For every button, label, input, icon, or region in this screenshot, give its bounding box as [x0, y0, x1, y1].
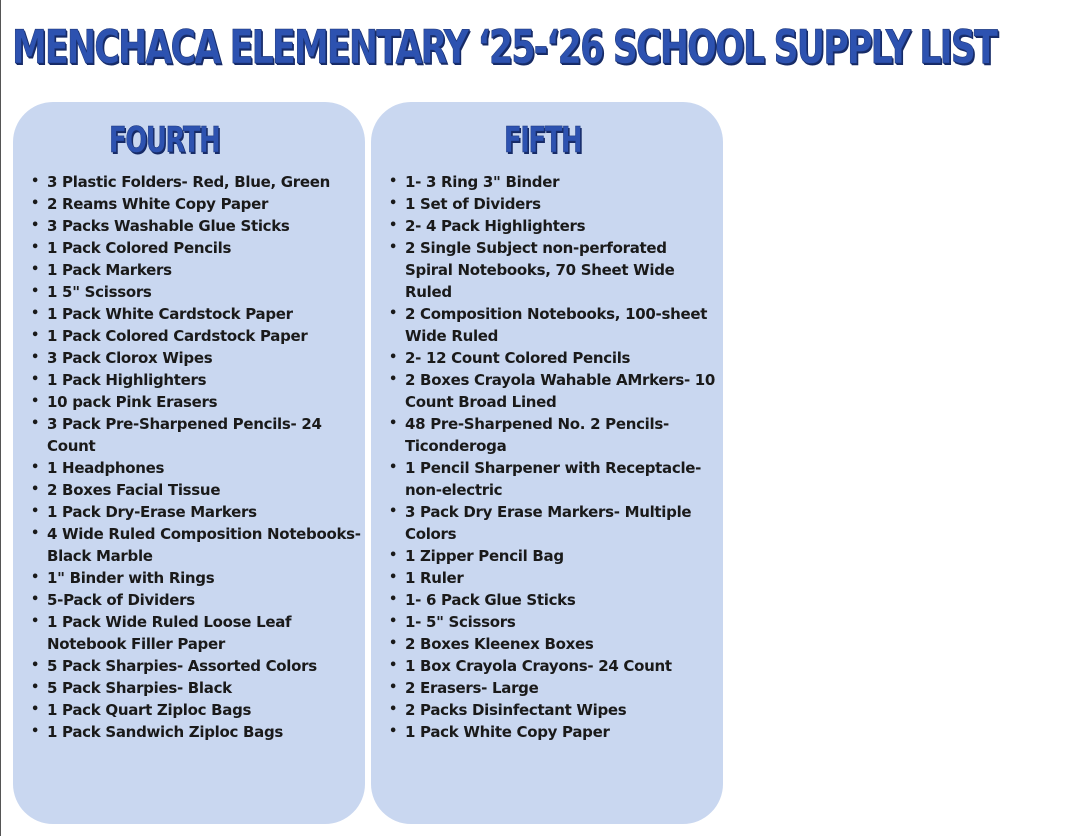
list-item: • 1 Pack Sandwich Ziploc Bags	[31, 721, 361, 743]
list-item: • 1 Headphones	[31, 457, 361, 479]
list-item: • 1 Pencil Sharpener with Receptacle- non-electric	[389, 457, 719, 501]
list-item: • 1 Pack Highlighters	[31, 369, 361, 391]
list-item: • 1- 3 Ring 3" Binder	[389, 171, 719, 193]
list-item: • 2 Packs Disinfectant Wipes	[389, 699, 719, 721]
list-item: • 1 Pack White Copy Paper	[389, 721, 719, 743]
list-item: • 1 Pack Wide Ruled Loose Leaf Notebook Filler Paper	[31, 611, 361, 655]
list-item: • 1 Pack Colored Pencils	[31, 237, 361, 259]
list-item: • 2 Boxes Crayola Wahable AMrkers- 10 Count Broad Lined	[389, 369, 719, 413]
fifth-grade-panel	[371, 102, 723, 824]
fifth-grade-supply-list	[389, 171, 719, 743]
list-item: • 3 Plastic Folders- Red, Blue, Green	[31, 171, 361, 193]
list-item: • 1 Pack Dry-Erase Markers	[31, 501, 361, 523]
list-item: • 1 Zipper Pencil Bag	[389, 545, 719, 567]
list-item: • 2 Reams White Copy Paper	[31, 193, 361, 215]
list-item: • 1 Box Crayola Crayons- 24 Count	[389, 655, 719, 677]
list-item: • 1- 6 Pack Glue Sticks	[389, 589, 719, 611]
list-item: • 1 Pack Quart Ziploc Bags	[31, 699, 361, 721]
list-item: • 5 Pack Sharpies- Assorted Colors	[31, 655, 361, 677]
list-item: • 48 Pre-Sharpened No. 2 Pencils- Ticonderoga	[389, 413, 719, 457]
list-item: • 2- 4 Pack Highlighters	[389, 215, 719, 237]
list-item: • 1" Binder with Rings	[31, 567, 361, 589]
page-left-border	[0, 0, 1, 836]
list-item: • 1 Pack Colored Cardstock Paper	[31, 325, 361, 347]
list-item: • 5-Pack of Dividers	[31, 589, 361, 611]
list-item: • 3 Pack Clorox Wipes	[31, 347, 361, 369]
list-item: • 5 Pack Sharpies- Black	[31, 677, 361, 699]
page-title: MENCHACA ELEMENTARY ‘25-‘26 SCHOOL SUPPLY LIST	[12, 20, 997, 74]
list-item: • 3 Pack Pre-Sharpened Pencils- 24 Count	[31, 413, 361, 457]
list-item: • 3 Packs Washable Glue Sticks	[31, 215, 361, 237]
list-item: • 10 pack Pink Erasers	[31, 391, 361, 413]
list-item: • 1 Pack White Cardstock Paper	[31, 303, 361, 325]
list-item: • 2 Single Subject non-perforated Spiral Notebooks, 70 Sheet Wide Ruled	[389, 237, 719, 303]
list-item: • 2 Erasers- Large	[389, 677, 719, 699]
list-item: • 1 5" Scissors	[31, 281, 361, 303]
list-item: • 4 Wide Ruled Composition Notebooks- Black Marble	[31, 523, 361, 567]
fourth-grade-supply-list	[31, 171, 361, 743]
list-item: • 2 Boxes Kleenex Boxes	[389, 633, 719, 655]
list-item: • 3 Pack Dry Erase Markers- Multiple Colors	[389, 501, 719, 545]
list-item: • 1 Ruler	[389, 567, 719, 589]
list-item: • 1- 5" Scissors	[389, 611, 719, 633]
list-item: • 2 Boxes Facial Tissue	[31, 479, 361, 501]
fourth-grade-panel	[13, 102, 365, 824]
list-item: • 1 Pack Markers	[31, 259, 361, 281]
fourth-grade-heading: FOURTH	[109, 120, 220, 161]
list-item: • 2 Composition Notebooks, 100-sheet Wide Ruled	[389, 303, 719, 347]
fifth-grade-heading: FIFTH	[504, 120, 582, 161]
list-item: • 2- 12 Count Colored Pencils	[389, 347, 719, 369]
list-item: • 1 Set of Dividers	[389, 193, 719, 215]
